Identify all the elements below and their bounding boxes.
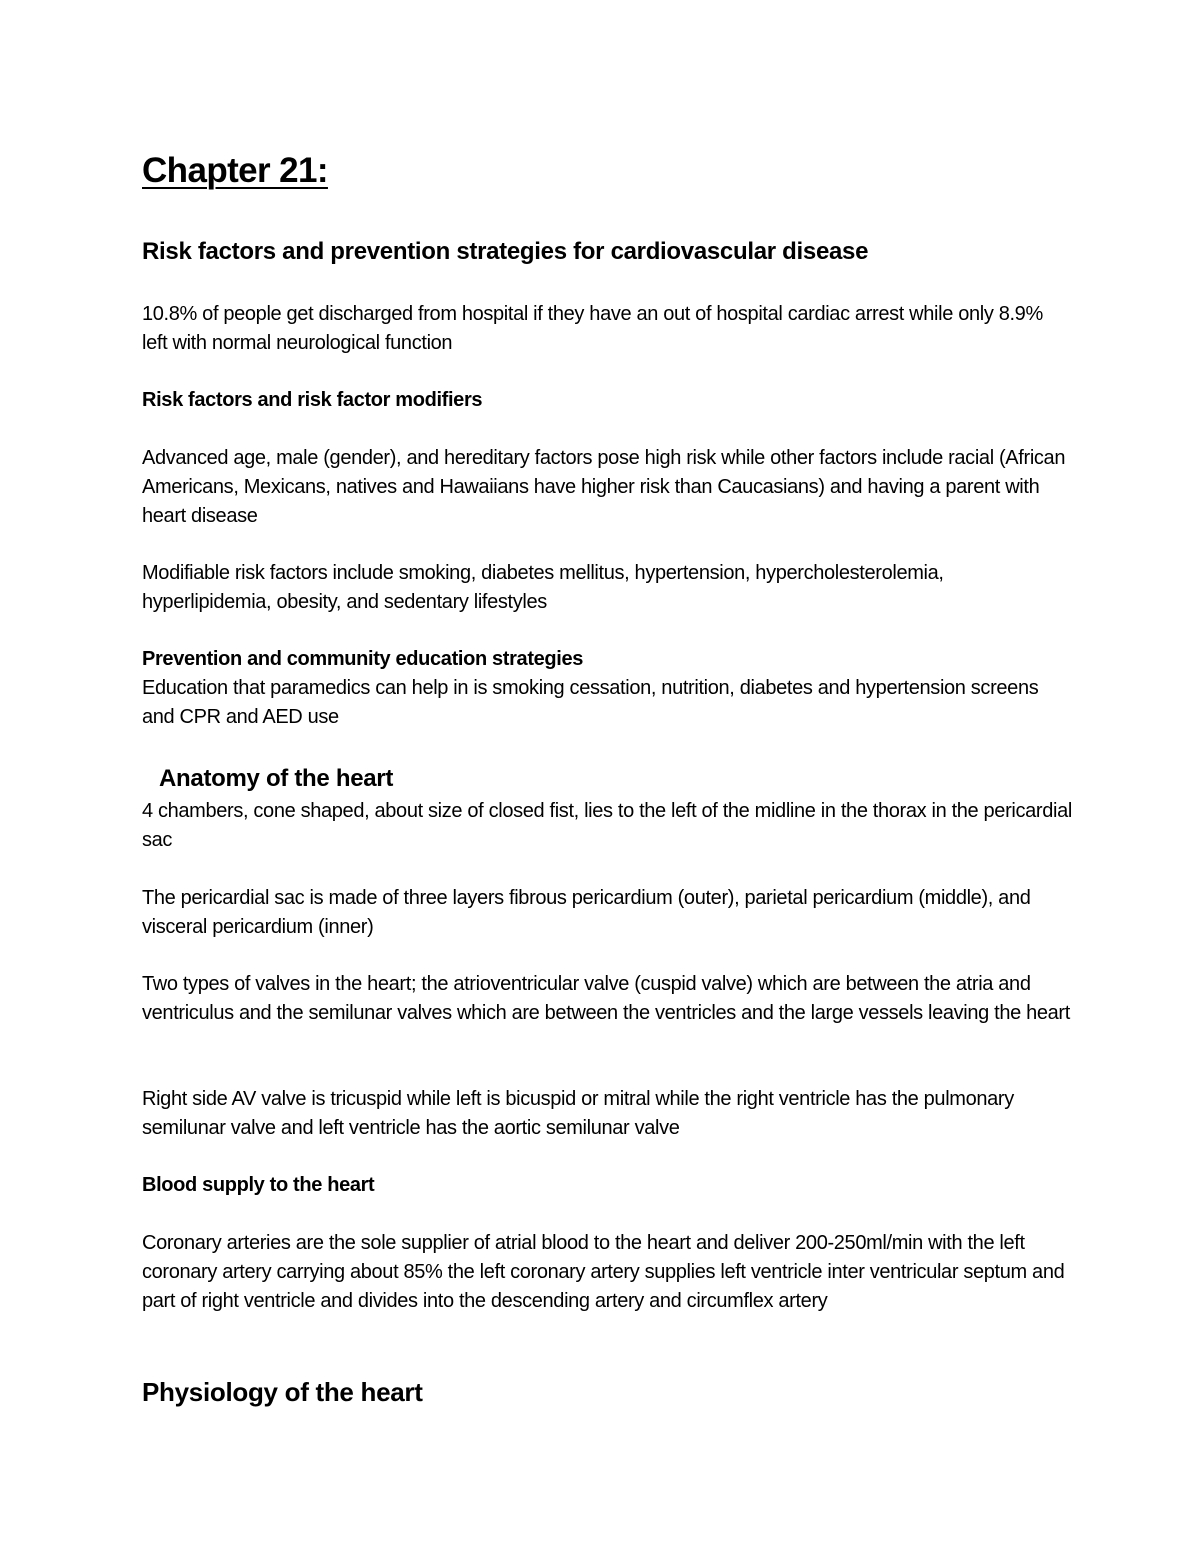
paragraph-pericardial-sac: The pericardial sac is made of three layers fibrous pericardium (outer), parietal pericardium (middle), and visceral pericardium (inner) bbox=[142, 887, 1031, 938]
paragraph-coronary-arteries: Coronary arteries are the sole supplier of atrial blood to the heart and deliver 200-250ml/min with the left coronary artery carrying about 85% the left coronary artery supplies left ventricle inter ventricular septum and part of right ventricle and divides into the descending artery and circumflex artery bbox=[142, 1232, 1065, 1312]
chapter-title: Chapter 21: bbox=[142, 151, 328, 190]
section-heading-risk-factors: Risk factors and prevention strategies for cardiovascular disease bbox=[142, 238, 869, 265]
paragraph-prevention-education: Education that paramedics can help in is smoking cessation, nutrition, diabetes and hypertension screens and CPR and AED use bbox=[142, 677, 1039, 728]
section-heading-physiology: Physiology of the heart bbox=[142, 1377, 423, 1407]
paragraph-nonmodifiable-risk: Advanced age, male (gender), and hereditary factors pose high risk while other factors include racial (African Americans, Mexicans, natives and Hawaiians have higher risk than Caucasians) and having a parent with heart disease bbox=[142, 447, 1066, 527]
paragraph-heart-overview: 4 chambers, cone shaped, about size of closed fist, lies to the left of the midline in the thorax in the pericardial sac bbox=[142, 800, 1072, 851]
paragraph-modifiable-risk: Modifiable risk factors include smoking, diabetes mellitus, hypertension, hypercholesterolemia, hyperlipidemia, obesity, and sedentary lifestyles bbox=[142, 562, 944, 613]
subheading-blood-supply: Blood supply to the heart bbox=[142, 1174, 375, 1196]
paragraph-cardiac-arrest-stats: 10.8% of people get discharged from hospital if they have an out of hospital cardiac arrest while only 8.9% left with normal neurological function bbox=[142, 303, 1043, 354]
section-heading-anatomy: Anatomy of the heart bbox=[159, 765, 394, 792]
paragraph-av-valves: Right side AV valve is tricuspid while left is bicuspid or mitral while the right ventricle has the pulmonary semilunar valve and left ventricle has the aortic semilunar valve bbox=[142, 1088, 1014, 1139]
subheading-risk-factor-modifiers: Risk factors and risk factor modifiers bbox=[142, 389, 483, 411]
subheading-prevention-strategies: Prevention and community education strategies bbox=[142, 648, 584, 670]
paragraph-heart-valves: Two types of valves in the heart; the atrioventricular valve (cuspid valve) which are between the atria and ventriculus and the semilunar valves which are between the ventricles and the large vessels leaving the heart bbox=[142, 973, 1070, 1024]
